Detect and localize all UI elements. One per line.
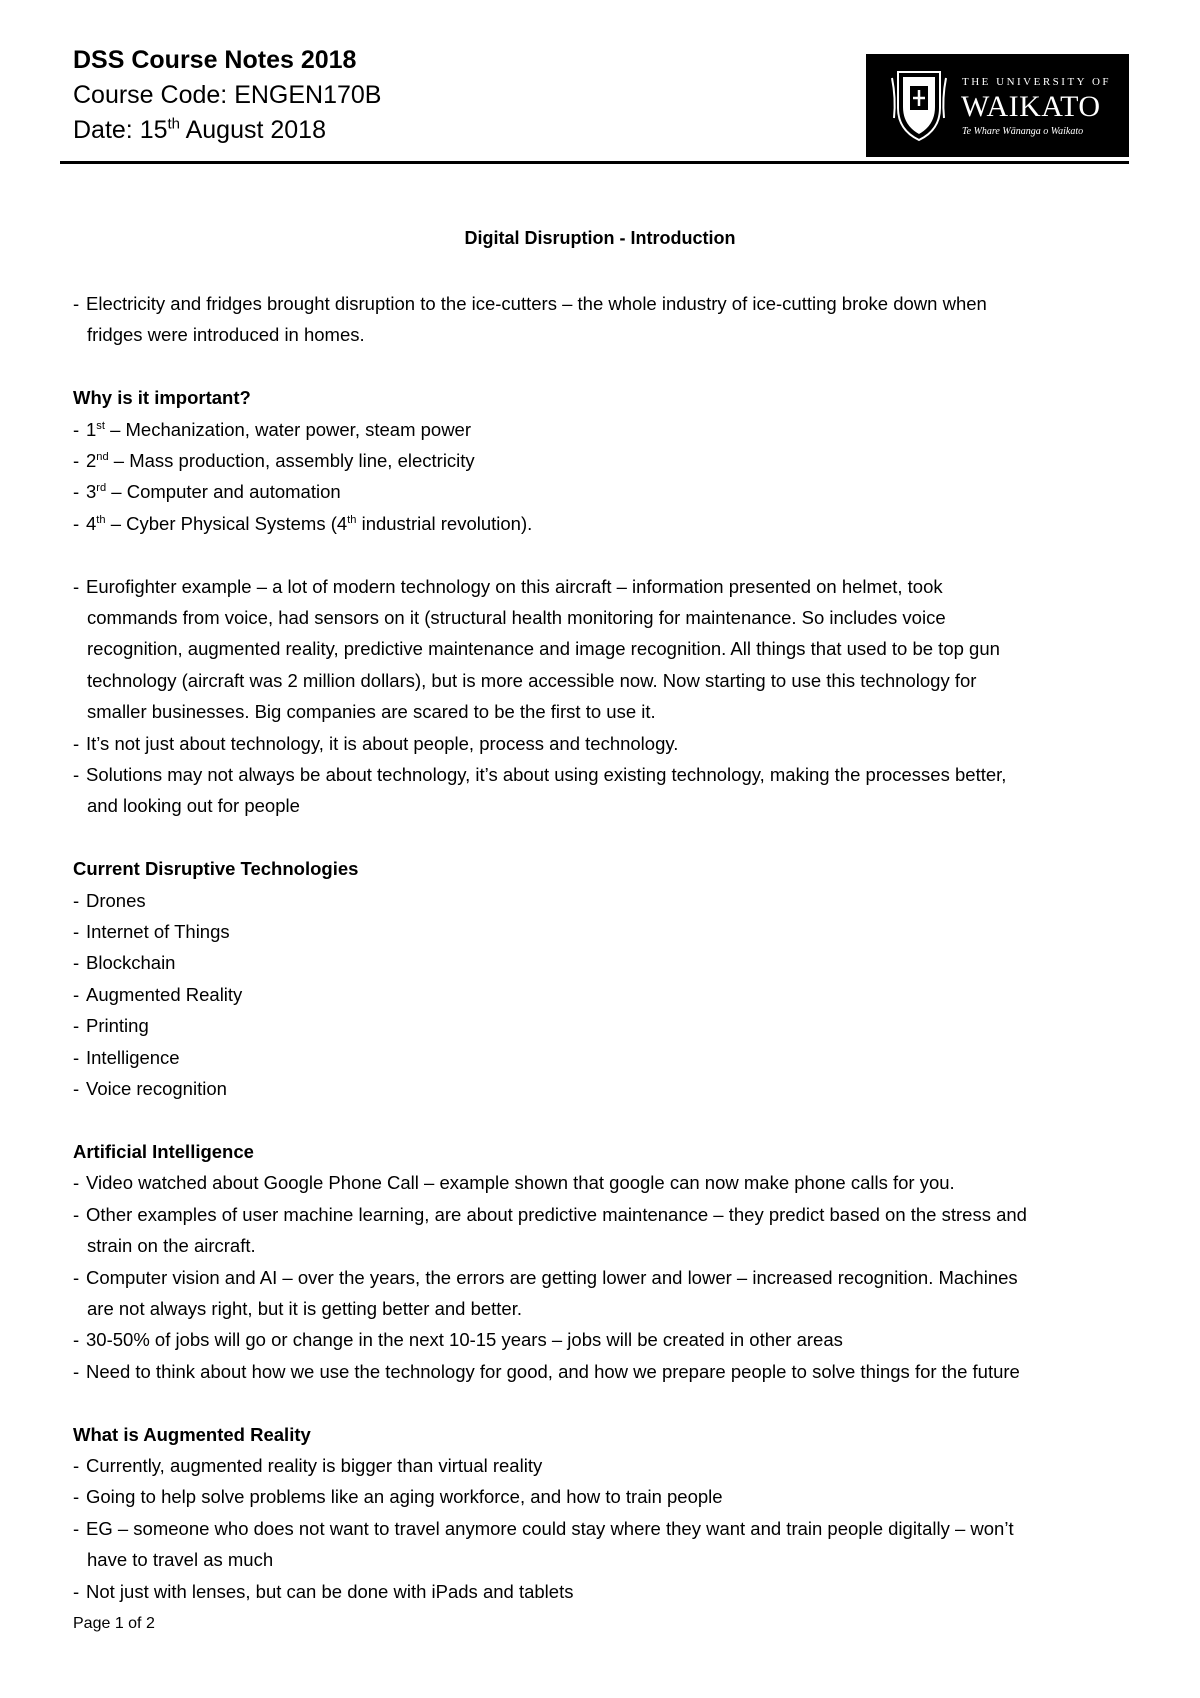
section-heading: Why is it important? bbox=[73, 387, 251, 409]
list-item: - 3rd – Computer and automation bbox=[73, 481, 341, 503]
logo-sub-text: Te Whare Wānanga o Waikato bbox=[962, 126, 1084, 137]
page-number: Page 1 of 2 bbox=[73, 1615, 155, 1632]
list-item: - 2nd – Mass production, assembly line, electricity bbox=[73, 450, 475, 472]
list-item-continuation: are not always right, but it is getting better and better. bbox=[87, 1297, 523, 1319]
course-code: Course Code: ENGEN170B bbox=[73, 81, 382, 109]
university-logo bbox=[866, 54, 1129, 157]
list-item: - Augmented Reality bbox=[73, 983, 243, 1005]
list-item: - Internet of Things bbox=[73, 921, 230, 943]
list-item: - Intelligence bbox=[73, 1046, 180, 1068]
list-item: - Currently, augmented reality is bigger than virtual reality bbox=[73, 1454, 543, 1476]
section-heading: Artificial Intelligence bbox=[73, 1140, 254, 1162]
list-item-continuation: and looking out for people bbox=[87, 795, 300, 817]
list-item-continuation: strain on the aircraft. bbox=[87, 1235, 256, 1257]
document-body bbox=[73, 288, 1143, 1607]
list-item: - 1st – Mechanization, water power, steam power bbox=[73, 418, 472, 440]
list-item: - Not just with lenses, but can be done with iPads and tablets bbox=[73, 1580, 574, 1602]
header-block bbox=[73, 43, 381, 148]
header-rule bbox=[60, 161, 1129, 164]
list-item-continuation: recognition, augmented reality, predictive maintenance and image recognition. All things that used to be top gun bbox=[87, 638, 1000, 660]
list-item-continuation: have to travel as much bbox=[87, 1549, 274, 1571]
list-item: - 4th – Cyber Physical Systems (4th industrial revolution). bbox=[73, 512, 533, 534]
list-item: - Computer vision and AI – over the years, the errors are getting lower and lower – increased recognition. Machines bbox=[73, 1266, 1018, 1288]
list-item: - Video watched about Google Phone Call – example shown that google can now make phone calls for you. bbox=[73, 1172, 955, 1194]
list-item: - Eurofighter example – a lot of modern technology on this aircraft – information presented on helmet, took bbox=[73, 575, 943, 597]
list-item: - Printing bbox=[73, 1015, 149, 1037]
section-heading: What is Augmented Reality bbox=[73, 1423, 311, 1445]
list-item: - Electricity and fridges brought disruption to the ice-cutters – the whole industry of ice-cutting broke down when bbox=[73, 293, 987, 314]
course-date: Date: 15th August 2018 bbox=[73, 115, 326, 144]
logo-main-text: WAIKATO bbox=[961, 90, 1101, 123]
logo-small-text: THE UNIVERSITY OF bbox=[962, 76, 1112, 88]
list-item-continuation: commands from voice, had sensors on it (structural health monitoring for maintenance. So includes voice bbox=[87, 607, 946, 629]
list-item: - Going to help solve problems like an aging workforce, and how to train people bbox=[73, 1486, 723, 1508]
list-item: - Solutions may not always be about technology, it’s about using existing technology, making the processes better, bbox=[73, 764, 1007, 786]
list-item: - It’s not just about technology, it is about people, process and technology. bbox=[73, 732, 679, 754]
course-notes-title: DSS Course Notes 2018 bbox=[73, 46, 357, 74]
list-item: - Blockchain bbox=[73, 952, 176, 974]
list-item: - Need to think about how we use the technology for good, and how we prepare people to solve things for the future bbox=[73, 1360, 1020, 1382]
list-item: - EG – someone who does not want to travel anymore could stay where they want and train people digitally – won’t bbox=[73, 1517, 1014, 1539]
document-title: Digital Disruption - Introduction bbox=[464, 228, 736, 248]
list-item-continuation: smaller businesses. Big companies are scared to be the first to use it. bbox=[87, 701, 656, 723]
list-item: - Other examples of user machine learning, are about predictive maintenance – they predict based on the stress and bbox=[73, 1203, 1027, 1225]
list-item-continuation: technology (aircraft was 2 million dollars), but is more accessible now. Now starting to use this technology for bbox=[87, 669, 977, 691]
section-heading: Current Disruptive Technologies bbox=[73, 858, 359, 880]
list-item: - Voice recognition bbox=[73, 1078, 227, 1100]
list-item: - 30-50% of jobs will go or change in the next 10-15 years – jobs will be created in other areas bbox=[73, 1329, 843, 1351]
list-item: - Drones bbox=[73, 889, 146, 911]
list-item-continuation: fridges were introduced in homes. bbox=[87, 324, 365, 346]
crest-icon bbox=[890, 68, 948, 144]
